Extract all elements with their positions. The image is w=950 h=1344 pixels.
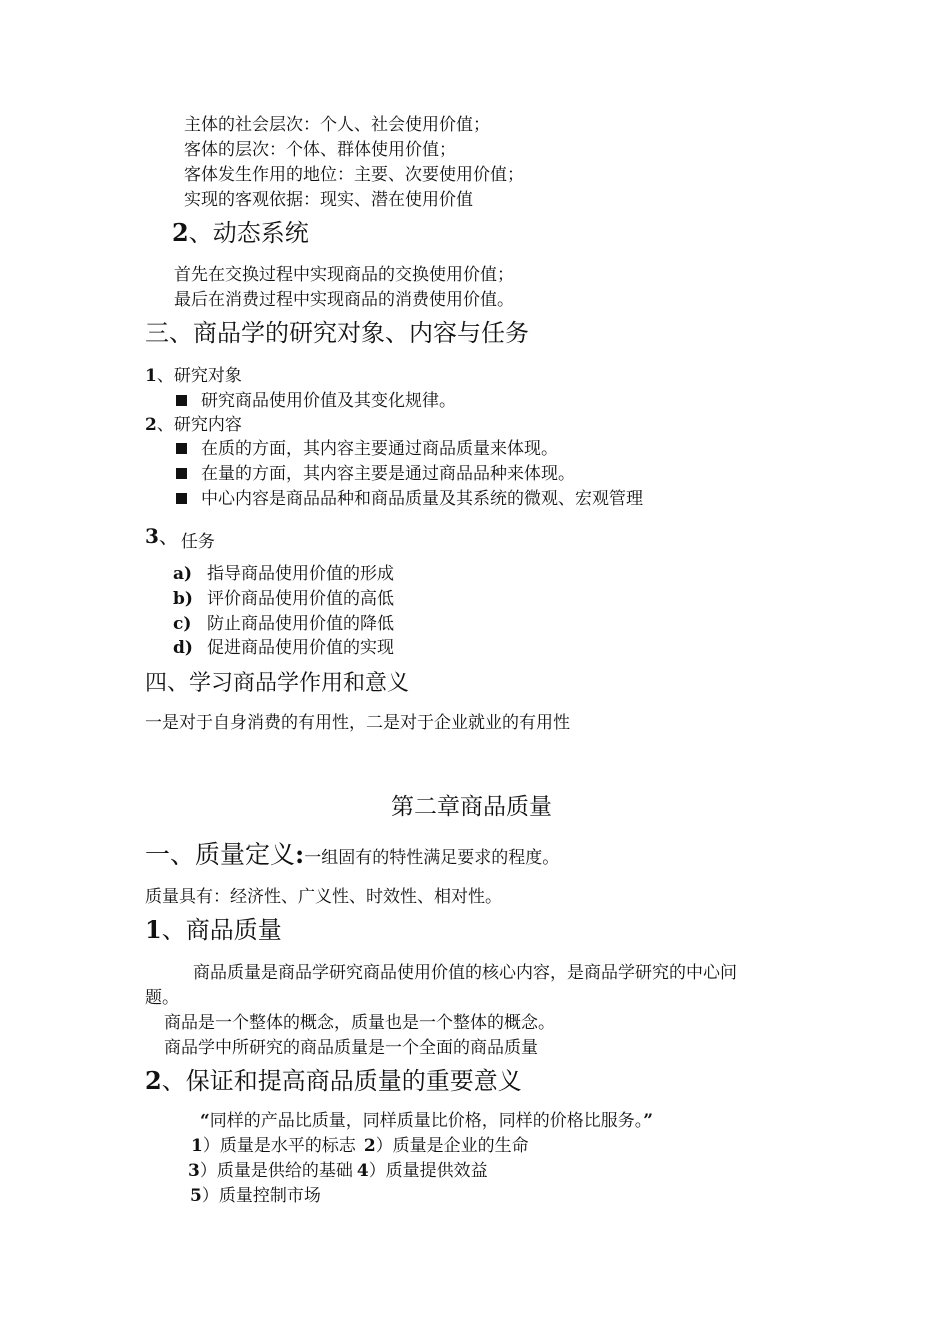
task-item	[173, 616, 394, 633]
definition-colon: :	[295, 840, 305, 869]
task-text: 评价商品使用价值的高低	[207, 589, 394, 609]
paragraph: 一是对于自身消费的有用性，二是对于企业就业的有用性	[145, 713, 570, 733]
item-number: 2	[145, 415, 157, 435]
definition-text: 一组固有的特性满足要求的程度。	[304, 848, 560, 868]
point-text: ）质量是供给的基础	[199, 1161, 353, 1181]
task-text: 促进商品使用价值的实现	[207, 638, 394, 658]
text-line: 最后在消费过程中实现商品的消费使用价值。	[174, 290, 514, 310]
task-item	[173, 640, 394, 657]
text-line: 客体发生作用的地位：主要、次要使用价值；	[184, 165, 524, 185]
point-number: 4	[356, 1161, 369, 1181]
task-letter: d)	[173, 638, 193, 658]
subheading-product-quality	[145, 915, 282, 944]
text-line: 主体的社会层次：个人、社会使用价值；	[184, 115, 490, 135]
subheading-quality-importance	[145, 1066, 522, 1095]
bullet-item	[176, 466, 575, 483]
bullet-item	[176, 491, 643, 508]
bullet-text: 在量的方面，其内容主要是通过商品品种来体现。	[201, 464, 575, 484]
heading-number: 2	[145, 1066, 162, 1095]
heading-text: 、保证和提高商品质量的重要意义	[161, 1067, 522, 1095]
task-item	[173, 566, 394, 583]
points-row	[190, 1188, 321, 1205]
paragraph: 商品是一个整体的概念，质量也是一个整体的概念。	[164, 1013, 555, 1033]
item-label: 、研究内容	[156, 415, 242, 435]
paragraph: 题。	[145, 988, 179, 1008]
bullet-item	[176, 441, 558, 458]
point-text: ）质量控制市场	[201, 1186, 321, 1206]
bullet-text: 中心内容是商品品种和商品质量及其系统的微观、宏观管理	[201, 489, 643, 509]
points-row	[188, 1163, 488, 1180]
point-number: 5	[190, 1186, 202, 1206]
task-item	[173, 591, 394, 608]
quote-open: “	[200, 1111, 210, 1131]
chapter-title: 第二章商品质量	[391, 794, 552, 820]
quote-close: ”	[643, 1111, 654, 1131]
task-text: 防止商品使用价值的降低	[207, 614, 394, 634]
square-bullet-icon	[176, 395, 187, 406]
item-label: 、研究对象	[156, 366, 242, 386]
heading-number: 2	[172, 218, 189, 247]
quality-definition	[145, 842, 559, 867]
paragraph: 商品学中所研究的商品质量是一个全面的商品质量	[164, 1038, 538, 1058]
item-tasks	[145, 524, 215, 552]
task-text: 指导商品使用价值的形成	[207, 564, 394, 584]
point-number: 3	[188, 1161, 200, 1181]
point-number: 2	[363, 1136, 376, 1156]
square-bullet-icon	[176, 493, 187, 504]
heading-number: 1	[145, 915, 162, 944]
square-bullet-icon	[176, 443, 187, 454]
text-line: 首先在交换过程中实现商品的交换使用价值；	[174, 265, 514, 285]
quote-text: 同样的产品比质量，同样质量比价格，同样的价格比服务。	[209, 1111, 644, 1131]
point-text: ）质量是水平的标志	[202, 1136, 356, 1156]
point-text: ）质量是企业的生命	[375, 1136, 529, 1156]
task-letter: b)	[173, 589, 193, 609]
item-research-object	[145, 368, 242, 385]
definition-heading: 一、质量定义	[145, 840, 296, 869]
quote	[200, 1113, 653, 1130]
points-row	[191, 1138, 529, 1155]
text-line: 实现的客观依据：现实、潜在使用价值	[184, 190, 473, 210]
task-letter: c)	[173, 614, 192, 634]
item-number: 1	[145, 366, 157, 386]
heading-text: 、动态系统	[188, 219, 309, 247]
bullet-text: 研究商品使用价值及其变化规律。	[201, 391, 456, 411]
square-bullet-icon	[176, 468, 187, 479]
point-number: 1	[191, 1136, 203, 1156]
section-heading-4: 四、学习商品学作用和意义	[145, 671, 410, 696]
section-heading-3: 三、商品学的研究对象、内容与任务	[145, 319, 529, 347]
item-research-content	[145, 417, 242, 434]
item-sep: 、	[158, 524, 179, 548]
bullet-text: 在质的方面，其内容主要通过商品质量来体现。	[201, 439, 558, 459]
paragraph: 商品质量是商品学研究商品使用价值的核心内容，是商品学研究的中心问	[193, 963, 737, 983]
task-letter: a)	[173, 564, 193, 584]
heading-text: 、商品质量	[161, 916, 282, 944]
subheading-dynamic-system	[172, 218, 309, 247]
item-label: 任务	[180, 532, 215, 552]
text-line: 客体的层次：个体、群体使用价值；	[184, 140, 456, 160]
item-number: 3	[145, 524, 159, 548]
paragraph: 质量具有：经济性、广义性、时效性、相对性。	[145, 887, 502, 907]
point-text: ）质量提供效益	[368, 1161, 488, 1181]
bullet-item	[176, 393, 456, 410]
